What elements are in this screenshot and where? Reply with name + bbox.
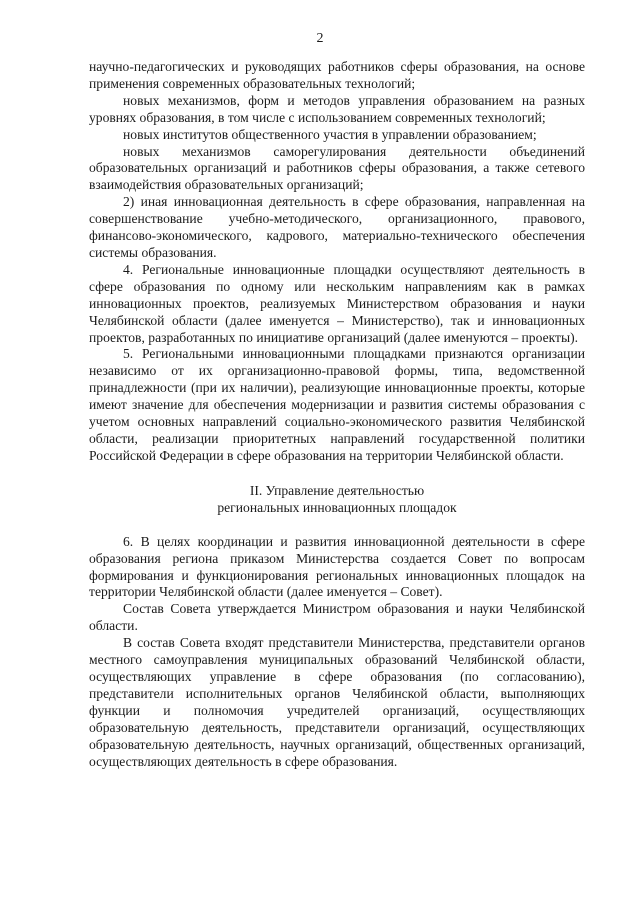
paragraph-item-6: 6. В целях координации и развития инновационной деятельности в сфере образования региона приказом Министерства создается Совет по вопросам формирования и функционирования региональных инновационных площадок на территории Челябинской области (далее именуется – Совет). xyxy=(89,533,585,600)
paragraph-other-innovation: 2) иная инновационная деятельность в сфере образования, направленная на совершенствование учебно-методического, организационного, правового, финансово-экономического, кадрового, материально-технического обеспечения системы образования. xyxy=(89,194,585,260)
paragraph-council-composition: Состав Совета утверждается Министром образования и науки Челябинской области. xyxy=(89,601,585,634)
paragraph-self-regulation: новых механизмов саморегулирования деятельности объединений образовательных организаций и работников сферы образования, а также сетевого взаимодействия образовательных организаций; xyxy=(89,143,585,193)
paragraph-council-members: В состав Совета входят представители Министерства, представители органов местного самоуправления муниципальных образований Челябинской области, осуществляющих управление в сфере образования (по согласованию), представители исполнительных органов Челябинской области, выполняющих функции и полномочия учредителей организаций, осуществляющих образовательную деятельность, представители организаций, осуществляющих образовательную деятельность, научных организаций, общественных организаций, осуществляющих деятельность в сфере образования. xyxy=(89,635,585,769)
section-heading-line-1: II. Управление деятельностью xyxy=(249,482,425,498)
paragraph-item-5: 5. Региональными инновационными площадками признаются организации независимо от их организационно-правовой формы, типа, ведомственной принадлежности (при их наличии), реализующие инновационные проекты, которые имеют значение для обеспечения модернизации и развития системы образования с учетом основных направлений социально-экономического развития Челябинской области, реализации приоритетных направлений государственной политики Российской Федерации в сфере образования на территории Челябинской области. xyxy=(89,346,585,463)
section-heading xyxy=(89,482,585,517)
paragraph-item-4: 4. Региональные инновационные площадки осуществляют деятельность в сфере образования по одному или нескольким направлениям как в рамках инновационных проектов, реализуемых Министерством образования и науки Челябинской области (далее именуется – Министерство), так и инновационных проектов, разработанных по инициативе организаций (далее именуются – проекты). xyxy=(89,261,585,345)
paragraph-continuation: научно-педагогических и руководящих работников сферы образования, на основе применения современных образовательных технологий; xyxy=(89,59,585,91)
document-body xyxy=(89,59,585,770)
section-heading-line-2: региональных инновационных площадок xyxy=(217,500,457,516)
paragraph-new-institutes: новых институтов общественного участия в управлении образованием; xyxy=(123,126,537,142)
page-number: 2 xyxy=(316,31,324,46)
paragraph-new-mechanisms: новых механизмов, форм и методов управления образованием на разных уровнях образования, в том числе с использованием современных технологий; xyxy=(89,92,585,125)
